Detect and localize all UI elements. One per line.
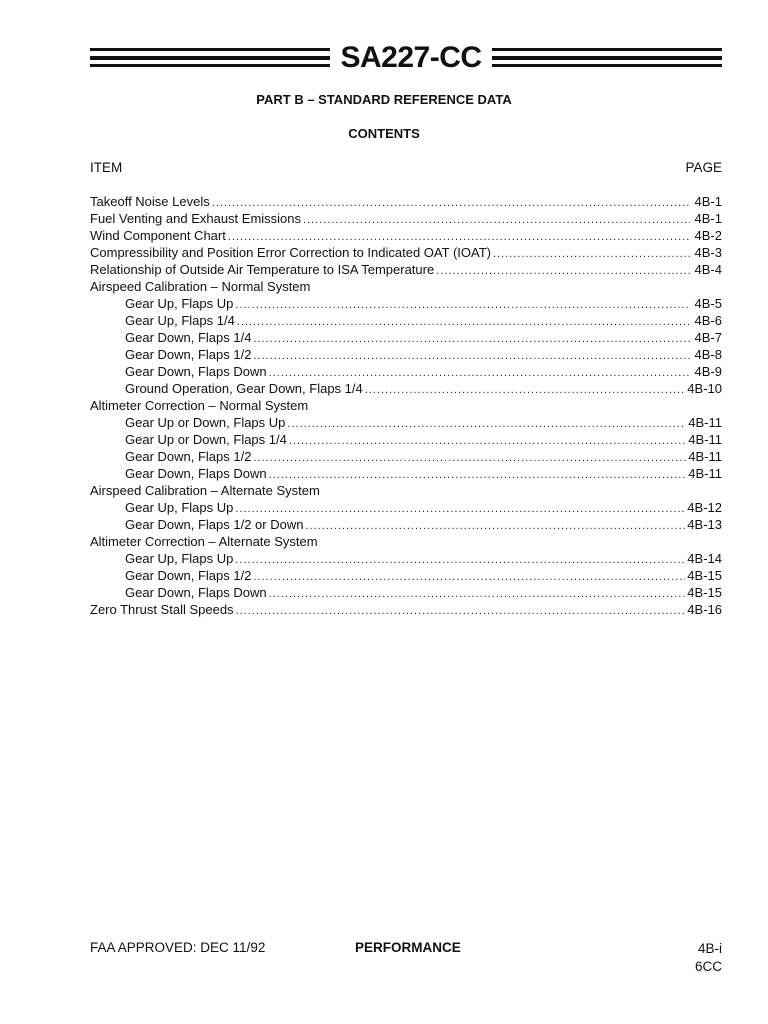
footer-section: PERFORMANCE [355,940,461,955]
toc-entry-page: 4B-16 [687,602,722,617]
table-of-contents [90,193,722,618]
toc-entry [90,567,722,584]
toc-entry [90,295,722,312]
dot-leader [287,416,686,433]
toc-entry-label: Gear Down, Flaps 1/2 [125,347,252,362]
document-title: SA227-CC [340,41,482,74]
header-rule-left [90,48,330,70]
toc-entry [90,193,722,210]
toc-entry-label: Airspeed Calibration – Alternate System [90,483,320,498]
toc-entry [90,499,722,516]
toc-entry-label: Gear Up, Flaps Up [125,500,234,515]
toc-entry-label: Gear Down, Flaps Down [125,466,267,481]
toc-entry-page: 4B-15 [687,568,722,583]
dot-leader [269,467,687,484]
toc-entry [90,516,722,533]
toc-entry [90,329,722,346]
toc-entry-page: 4B-11 [688,466,722,481]
faa-approval: FAA APPROVED: DEC 11/92 [90,940,266,955]
dot-leader [436,263,690,280]
toc-group-heading [90,278,722,295]
toc-entry-label: Gear Down, Flaps 1/2 [125,449,252,464]
toc-entry [90,363,722,380]
toc-entry [90,601,722,618]
toc-entry-page: 4B-11 [688,415,722,430]
toc-entry-label: Gear Up, Flaps 1/4 [125,313,235,328]
toc-entry-page: 4B-1 [694,211,722,226]
header-rule-right [492,48,722,70]
toc-entry [90,312,722,329]
toc-entry-page: 4B-11 [688,432,722,447]
dot-leader [303,212,690,229]
dot-leader [236,603,686,620]
toc-entry-label: Airspeed Calibration – Normal System [90,279,311,294]
toc-entry [90,431,722,448]
toc-entry-page: 4B-12 [687,500,722,515]
toc-entry-page: 4B-13 [687,517,722,532]
dot-leader [235,552,685,569]
toc-entry [90,261,722,278]
section-subtitle: PART B – STANDARD REFERENCE DATA [256,92,512,107]
toc-entry-page: 4B-1 [694,194,722,209]
toc-entry-label: Gear Down, Flaps Down [125,585,267,600]
document-header [90,40,722,80]
toc-entry-page: 4B-14 [687,551,722,566]
toc-entry [90,346,722,363]
toc-entry-label: Gear Up or Down, Flaps 1/4 [125,432,287,447]
toc-entry-page: 4B-11 [688,449,722,464]
toc-entry-label: Gear Up, Flaps Up [125,296,234,311]
toc-entry [90,448,722,465]
toc-entry-label: Gear Down, Flaps Down [125,364,267,379]
toc-entry-label: Altimeter Correction – Alternate System [90,534,318,549]
contents-heading: CONTENTS [348,126,420,141]
dot-leader [493,246,690,263]
toc-entry-label: Altimeter Correction – Normal System [90,398,309,413]
toc-entry-label: Gear Up or Down, Flaps Up [125,415,286,430]
toc-entry-page: 4B-7 [694,330,722,345]
page-column-header: PAGE [685,160,722,175]
dot-leader [253,331,690,348]
dot-leader [253,348,690,365]
dot-leader [305,518,685,535]
toc-entry [90,550,722,567]
toc-entry [90,244,722,261]
toc-entry-label: Gear Down, Flaps 1/2 [125,568,252,583]
toc-group-heading [90,482,722,499]
dot-leader [365,382,686,399]
footer-page-info [695,940,722,976]
toc-entry [90,465,722,482]
toc-entry-label: Compressibility and Position Error Correction to Indicated OAT (IOAT) [90,245,491,260]
toc-entry-page: 4B-6 [694,313,722,328]
toc-entry-label: Gear Up, Flaps Up [125,551,234,566]
toc-entry-page: 4B-4 [694,262,722,277]
toc-entry-page: 4B-9 [694,364,722,379]
toc-entry [90,210,722,227]
dot-leader [289,433,686,450]
toc-entry-label: Relationship of Outside Air Temperature to ISA Temperature [90,262,435,277]
toc-entry-label: Takeoff Noise Levels [90,194,210,209]
toc-entry-page: 4B-15 [687,585,722,600]
toc-entry-page: 4B-2 [694,228,722,243]
toc-entry [90,227,722,244]
toc-entry-page: 4B-5 [694,296,722,311]
revision-code: 6CC [694,959,722,974]
page-number: 4B-i [697,941,722,956]
toc-entry-label: Wind Component Chart [90,228,226,243]
dot-leader [253,450,686,467]
toc-entry [90,414,722,431]
dot-leader [253,569,685,586]
toc-entry-page: 4B-10 [687,381,722,396]
toc-entry-label: Zero Thrust Stall Speeds [90,602,234,617]
dot-leader [269,586,686,603]
toc-group-heading [90,533,722,550]
toc-entry-page: 4B-3 [694,245,722,260]
toc-group-heading [90,397,722,414]
toc-entry-page: 4B-8 [694,347,722,362]
toc-entry-label: Gear Down, Flaps 1/4 [125,330,252,345]
toc-entry-label: Ground Operation, Gear Down, Flaps 1/4 [125,381,363,396]
toc-entry [90,584,722,601]
toc-entry-label: Gear Down, Flaps 1/2 or Down [125,517,304,532]
dot-leader [237,314,690,331]
dot-leader [235,297,690,314]
toc-entry [90,380,722,397]
item-column-header: ITEM [90,160,123,175]
toc-entry-label: Fuel Venting and Exhaust Emissions [90,211,302,226]
